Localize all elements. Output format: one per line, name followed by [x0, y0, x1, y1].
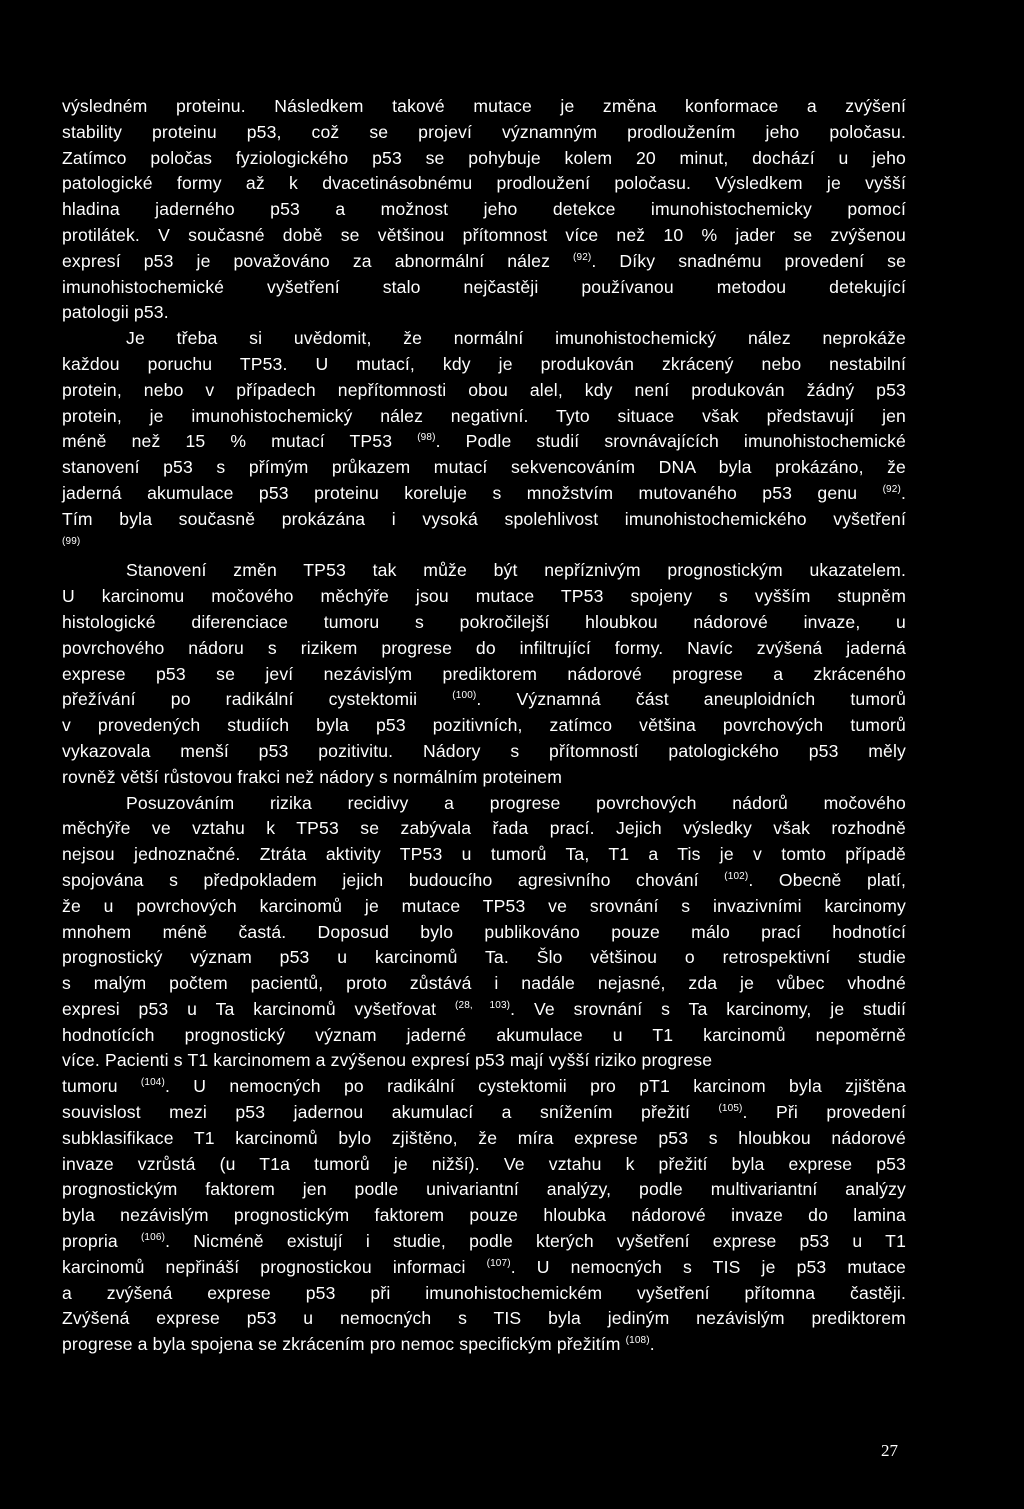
- citation-reference: (102): [724, 871, 749, 883]
- line-text: prognostický význam p53 u karcinomů Ta. Šlo většinou o retrospektivní studie: [62, 947, 906, 968]
- line-text: U karcinomu močového měchýře jsou mutace TP53 spojeny s vyšším stupněm: [62, 586, 906, 607]
- text-line: [62, 687, 906, 713]
- line-text: invaze vzrůstá (u T1a tumorů je nižší). Ve vztahu k přežití byla exprese p53: [62, 1153, 906, 1174]
- text-line: [62, 249, 906, 275]
- line-text: Tím byla současně prokázána i vysoká spolehlivost imunohistochemického vyšetření: [62, 508, 906, 529]
- citation-reference: (98): [417, 432, 436, 444]
- line-text: méně než 15 % mutací TP53: [62, 431, 418, 452]
- citation-reference: (104): [140, 1077, 166, 1089]
- line-text: více. Pacienti s T1 karcinomem a zvýšenou expresí p53 mají vyšší riziko progrese: [62, 1050, 713, 1071]
- line-text: karcinomů nepřináší prognostickou informaci: [62, 1256, 487, 1277]
- line-text: povrchového nádoru s rizikem progrese do infiltrující formy. Navíc zvýšená jaderná: [62, 637, 906, 658]
- text-line: [62, 636, 906, 662]
- text-line: [62, 1152, 906, 1178]
- text-line: [62, 171, 906, 197]
- citation-reference: (107): [486, 1258, 511, 1269]
- line-text: mnohem méně častá. Doposud bylo publikováno pouze málo prací hodnotící: [62, 921, 906, 942]
- line-text-continued: .: [649, 1334, 655, 1355]
- line-text: expresí p53 je považováno za abnormální nález: [62, 250, 574, 271]
- line-text: stability proteinu p53, což se projeví významným prodloužením jeho poločasu.: [62, 121, 906, 142]
- line-text: a zvýšená exprese p53 při imunohistochemickém vyšetření přítomna častěji.: [62, 1282, 906, 1303]
- line-text: hodnotících prognostický význam jaderné akumulace u T1 karcinomů nepoměrně: [62, 1024, 906, 1045]
- line-text: Je třeba si uvědomit, že normální imunohistochemický nález neprokáže: [126, 328, 906, 349]
- text-line: [62, 326, 906, 352]
- text-line: [62, 1229, 906, 1255]
- text-line: [62, 1074, 906, 1100]
- text-line: [62, 1255, 906, 1281]
- line-text: jaderná akumulace p53 proteinu koreluje s množstvím mutovaného p53 genu: [62, 482, 883, 503]
- text-line: [62, 1100, 906, 1126]
- text-line: [62, 146, 906, 172]
- citation-reference: (99): [62, 535, 81, 547]
- text-line: [62, 584, 906, 610]
- line-text: protein, nebo v případech nepřítomnosti obou alel, kdy není produkován žádný p53: [62, 379, 906, 400]
- text-line: [62, 558, 906, 584]
- line-text: spojována s předpokladem jejich budoucího agresivního chování: [62, 869, 725, 890]
- text-line: [62, 739, 906, 765]
- text-line: [62, 481, 906, 507]
- line-text: byla nezávislým prognostickým faktorem pouze hloubka nádorové invaze do lamina: [62, 1205, 906, 1226]
- line-text: v provedených studiích byla p53 pozitivních, zatímco většina povrchových tumorů: [62, 715, 906, 736]
- citation-reference: (92): [573, 251, 592, 263]
- text-line: [62, 455, 906, 481]
- text-line: [62, 1203, 906, 1229]
- text-line: [62, 1177, 906, 1203]
- citation-reference: (108): [625, 1335, 650, 1347]
- line-text-continued: . Díky snadnému provedení se: [591, 250, 907, 271]
- text-line: [62, 300, 906, 326]
- line-text-continued: .: [900, 482, 906, 503]
- line-text-continued: . Významná část aneuploidních tumorů: [476, 689, 906, 710]
- line-text: vykazovala menší p53 pozitivitu. Nádory s přítomností patologického p53 měly: [62, 740, 906, 761]
- line-text: souvislost mezi p53 jadernou akumulací a snížením přežití: [62, 1102, 719, 1123]
- text-line: [62, 945, 906, 971]
- text-line: [62, 842, 906, 868]
- line-text-continued: . U nemocných po radikální cystektomii pro pT1 karcinom byla zjištěna: [165, 1076, 906, 1097]
- text-line: [62, 197, 906, 223]
- body-text: [62, 94, 906, 1358]
- line-text: subklasifikace T1 karcinomů bylo zjištěno, že míra exprese p53 s hloubkou nádorové: [62, 1127, 906, 1148]
- text-line: [62, 997, 906, 1023]
- text-line: [62, 1281, 906, 1307]
- text-line: [62, 816, 906, 842]
- line-text: hladina jaderného p53 a možnost jeho detekce imunohistochemicky pomocí: [62, 199, 906, 220]
- line-text: nejsou jednoznačné. Ztráta aktivity TP53 u tumorů Ta, T1 a Tis je v tomto případě: [62, 844, 906, 865]
- text-line: [62, 1048, 906, 1074]
- line-text-continued: . Obecně platí,: [748, 869, 906, 890]
- text-line: [62, 378, 906, 404]
- line-text: progrese a byla spojena se zkrácením pro nemoc specifickým přežitím: [62, 1334, 626, 1355]
- line-text: protilátek. V současné době se většinou přítomnost více než 10 % jader se zvýšenou: [62, 224, 906, 245]
- line-text-continued: . Nicméně existují i studie, podle kterých vyšetření exprese p53 u T1: [165, 1231, 907, 1252]
- text-line: [62, 1306, 906, 1332]
- line-text: Zatímco poločas fyziologického p53 se pohybuje kolem 20 minut, dochází u jeho: [62, 147, 906, 168]
- text-line: [62, 1023, 906, 1049]
- line-text: prognostickým faktorem jen podle univariantní analýzy, podle multivariantní analýzy: [62, 1179, 906, 1200]
- citation-reference: (92): [882, 484, 901, 496]
- line-text: patologické formy až k dvacetinásobnému prodloužení poločasu. Výsledkem je vyšší: [62, 173, 906, 194]
- line-text: imunohistochemické vyšetření stalo nejčastěji používanou metodou detekující: [62, 276, 906, 297]
- line-text-continued: . U nemocných s TIS je p53 mutace: [510, 1256, 906, 1277]
- text-line: [62, 868, 906, 894]
- line-text: že u povrchových karcinomů je mutace TP53 ve srovnání s invazivními karcinomy: [62, 895, 906, 916]
- text-line: [62, 275, 906, 301]
- text-line: [62, 352, 906, 378]
- line-text: stanovení p53 s přímým průkazem mutací sekvencováním DNA byla prokázáno, že: [62, 457, 906, 478]
- line-text: s malým počtem pacientů, proto zůstává i nadále nejasné, zda je vůbec vhodné: [62, 973, 906, 994]
- text-line: [62, 94, 906, 120]
- text-line: [62, 610, 906, 636]
- citation-reference: (28, 103): [455, 1000, 511, 1012]
- line-text: Zvýšená exprese p53 u nemocných s TIS byla jediným nezávislým prediktorem: [62, 1308, 906, 1329]
- line-text: protein, je imunohistochemický nález negativní. Tyto situace však představují jen: [62, 405, 906, 426]
- text-line: [62, 713, 906, 739]
- text-line: [62, 533, 906, 559]
- line-text: měchýře ve vztahu k TP53 se zabývala řada prací. Jejich výsledky však rozhodně: [62, 818, 906, 839]
- line-text: Posuzováním rizika recidivy a progrese povrchových nádorů močového: [126, 792, 906, 813]
- page-number: 27: [881, 1441, 898, 1460]
- text-line: [62, 429, 906, 455]
- citation-reference: (105): [718, 1103, 743, 1115]
- line-text: přežívání po radikální cystektomii: [62, 689, 453, 710]
- line-text: rovněž větší růstovou frakci než nádory s normálním proteinem: [62, 766, 563, 787]
- line-text-continued: . Podle studií srovnávajících imunohistochemické: [435, 431, 906, 452]
- line-text: patologii p53.: [62, 302, 169, 323]
- line-text: exprese p53 se jeví nezávislým prediktorem nádorové progrese a zkráceného: [62, 663, 906, 684]
- text-line: [62, 223, 906, 249]
- line-text: tumoru: [62, 1076, 141, 1097]
- text-line: [62, 765, 906, 791]
- text-line: [62, 791, 906, 817]
- text-line: [62, 894, 906, 920]
- text-line: [62, 1332, 906, 1358]
- text-line: [62, 1126, 906, 1152]
- line-text: histologické diferenciace tumoru s pokročilejší hloubkou nádorové invaze, u: [62, 611, 906, 632]
- line-text: Stanovení změn TP53 tak může být nepříznivým prognostickým ukazatelem.: [126, 560, 906, 581]
- text-line: [62, 507, 906, 533]
- text-line: [62, 120, 906, 146]
- line-text: propria: [62, 1231, 141, 1252]
- citation-reference: (100): [452, 690, 477, 702]
- line-text: expresi p53 u Ta karcinomů vyšetřovat: [62, 998, 456, 1019]
- line-text-continued: . Při provedení: [742, 1102, 907, 1123]
- line-text-continued: . Ve srovnání s Ta karcinomy, je studií: [510, 998, 907, 1019]
- text-line: [62, 662, 906, 688]
- text-line: [62, 971, 906, 997]
- line-text: každou poruchu TP53. U mutací, kdy je produkován zkrácený nebo nestabilní: [62, 353, 906, 374]
- text-line: [62, 920, 906, 946]
- citation-reference: (106): [140, 1232, 166, 1244]
- text-line: [62, 404, 906, 430]
- line-text: výsledném proteinu. Následkem takové mutace je změna konformace a zvýšení: [62, 96, 906, 116]
